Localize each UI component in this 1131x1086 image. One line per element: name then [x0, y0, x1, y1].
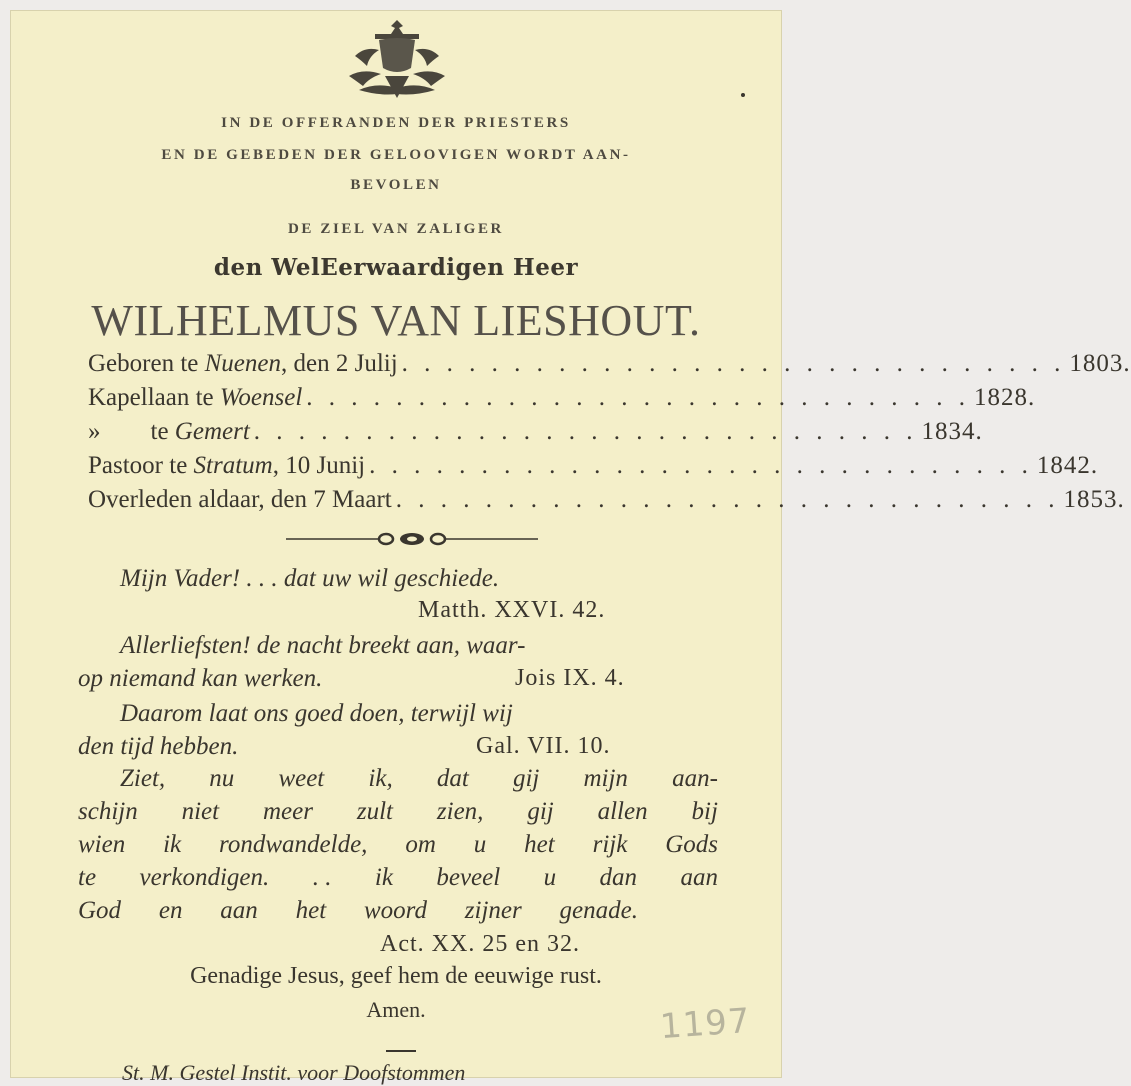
quote-line — [78, 798, 718, 832]
header-line: BEVOLEN — [350, 177, 442, 193]
life-event-date: , den 2 Julij — [281, 350, 398, 377]
quote-word: woord — [363, 897, 427, 924]
quote-word: het — [524, 831, 555, 858]
life-event-year: 1803. — [1069, 350, 1131, 377]
quote-word: u — [543, 864, 557, 891]
quote-word: te — [78, 864, 97, 891]
life-event-place: Woensel — [219, 384, 303, 411]
leader-dots: . . . . . . . . . . . . . . . . . . . . . . . . . . . . . . — [369, 452, 1033, 479]
quote-line — [78, 864, 718, 898]
quote-word: weet — [278, 765, 325, 792]
amen-line: Amen. — [366, 997, 426, 1022]
quote-line — [78, 897, 638, 931]
quote-word: u — [473, 831, 487, 858]
leader-dots: . . . . . . . . . . . . . . . . . . . . . . . . . . . . . . — [253, 418, 918, 445]
quote-word: dan — [599, 864, 638, 891]
quote-word: meer — [263, 798, 313, 825]
quote-word: zult — [356, 798, 393, 825]
life-event-row — [88, 384, 1036, 416]
quote-word: aan — [220, 897, 258, 924]
leader-dots: . . . . . . . . . . . . . . . . . . . . . . . . . . . . . . — [401, 350, 1066, 377]
quote-word: zien, — [436, 798, 484, 825]
quote-word: gij — [512, 765, 540, 792]
quote-word: aan- — [672, 765, 718, 792]
life-event-place: Stratum — [193, 452, 273, 479]
quote-word: allen — [597, 798, 648, 825]
life-event-row — [88, 418, 983, 450]
quote-word: wien — [78, 831, 126, 858]
quote-word: genade. — [559, 897, 638, 924]
life-event-prefix: » te — [88, 418, 175, 445]
life-event-prefix: Kapellaan te — [88, 384, 220, 411]
life-event-prefix: Pastoor te — [88, 452, 194, 479]
memorial-card — [10, 10, 1131, 1085]
quote-word: God — [78, 897, 122, 924]
leader-dots: . . . . . . . . . . . . . . . . . . . . . . . . . . . . . . — [395, 486, 1060, 513]
heraldic-crest-icon — [345, 16, 449, 100]
life-event-place: Gemert — [174, 418, 250, 445]
life-event-place: Nuenen — [204, 350, 281, 377]
life-event-date: , 10 Junij — [272, 452, 366, 479]
handwritten-number: 1197 — [658, 1000, 752, 1048]
life-event-row — [88, 350, 1131, 382]
quote-word: niet — [181, 798, 220, 825]
quote-line: Allerliefsten! de nacht breekt aan, waar- — [120, 632, 526, 659]
leader-dots: . . . . . . . . . . . . . . . . . . . . . . . . . . . . . . — [306, 384, 971, 411]
quote-word: om — [405, 831, 436, 858]
prayer-line: Genadige Jesus, geef hem de eeuwige rust. — [190, 963, 602, 989]
quote-word: dat — [436, 765, 469, 792]
quote-word: aan — [680, 864, 718, 891]
pin-dot — [741, 93, 745, 97]
quote-word: gij — [527, 798, 554, 825]
header-line: DE ZIEL VAN ZALIGER — [288, 221, 504, 237]
quote-word: Gods — [665, 831, 718, 858]
header-line: EN DE GEBEDEN DER GELOOVIGEN WORDT AAN- — [161, 147, 631, 163]
life-event-year: 1828. — [974, 384, 1036, 411]
quote-word: en — [158, 897, 183, 924]
quote-line: Mijn Vader! . . . dat uw wil geschiede. — [120, 565, 500, 592]
quote-word: nu — [209, 765, 235, 792]
quote-word: ik, — [368, 765, 393, 792]
quote-line: den tijd hebben. — [78, 733, 239, 760]
quote-word: ik — [374, 864, 393, 891]
header-line: IN DE OFFERANDEN DER PRIESTERS — [221, 115, 571, 131]
quote-word: rijk — [592, 831, 628, 858]
quote-reference: Gal. VII. 10. — [476, 733, 611, 759]
quote-word: verkondigen. — [139, 864, 270, 891]
quote-line: op niemand kan werken. — [78, 665, 323, 692]
quote-word: bij — [691, 798, 718, 825]
quote-word: beveel — [436, 864, 501, 891]
quote-word: zijner — [464, 897, 522, 924]
quote-line — [78, 831, 718, 865]
quote-word: het — [295, 897, 327, 924]
life-event-year: 1842. — [1036, 452, 1099, 479]
quote-word: mijn — [583, 765, 628, 792]
ornamental-divider-icon — [286, 527, 538, 551]
quote-reference: Act. XX. 25 en 32. — [380, 931, 580, 957]
honorific: den WelEerwaardigen Heer — [213, 254, 579, 281]
life-event-year: 1834. — [921, 418, 983, 445]
quote-line — [120, 765, 718, 799]
life-event-prefix: Overleden aldaar, den 7 Maart — [88, 486, 392, 513]
deceased-name: WILHELMUS VAN LIESHOUT. — [91, 296, 701, 345]
quote-reference: Matth. XXVI. 42. — [418, 597, 606, 623]
short-rule — [386, 1050, 416, 1052]
quote-word: rondwandelde, — [219, 831, 368, 858]
quote-word: Ziet, — [120, 765, 166, 792]
quote-reference: Jois IX. 4. — [515, 665, 625, 691]
quote-word: . . — [312, 864, 332, 891]
life-event-row — [88, 486, 1125, 518]
quote-word: schijn — [78, 798, 138, 825]
life-event-prefix: Geboren te — [88, 350, 205, 377]
life-event-row — [88, 452, 1099, 484]
life-event-year: 1853. — [1063, 486, 1125, 513]
quote-word: ik — [163, 831, 182, 858]
quote-line: Daarom laat ons goed doen, terwijl wij — [120, 700, 513, 727]
printer-imprint: St. M. Gestel Instit. voor Doofstommen — [122, 1060, 466, 1085]
